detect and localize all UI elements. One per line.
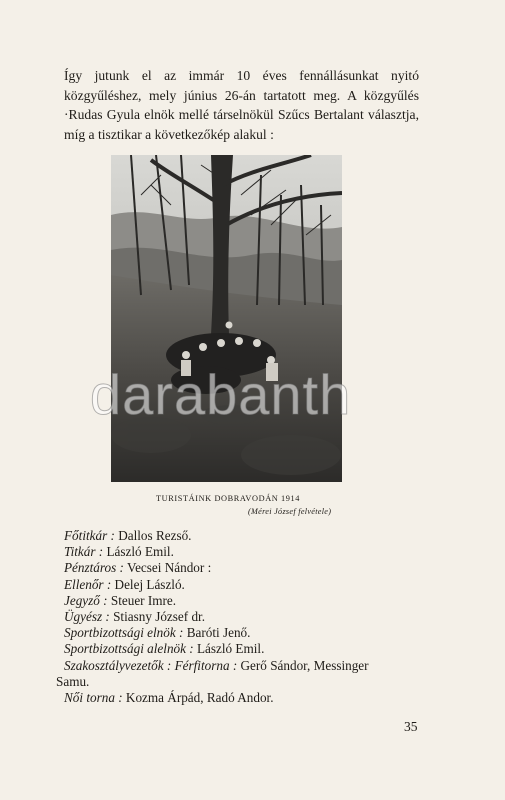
roster-role: Főtitkár :	[64, 528, 115, 543]
roster-names: Stiasny József dr.	[113, 609, 206, 625]
roster-row	[64, 609, 424, 625]
roster-role: Női torna :	[64, 690, 123, 706]
roster-row	[64, 544, 424, 560]
page-number: 35	[404, 719, 418, 734]
roster-role: Ügyész :	[64, 609, 110, 625]
roster-names: Gerő Sándor, Messinger	[240, 657, 369, 673]
photo-credit: (Mérei József felvétele)	[248, 507, 332, 516]
intro-paragraph: Így jutunk el az immár 10 éves fennállásunkat nyitó közgyűléshez, mely június 26-án tartatott meg. A közgyűlés ·Rudas Gyula elnök mellé társelnökül Szűcs Bertalant választja, míg a tisztikar a következőkép alakul :	[64, 68, 419, 142]
roster-role: Sportbizottsági elnök :	[64, 625, 184, 641]
roster-row	[64, 577, 424, 593]
historical-photo	[111, 155, 342, 482]
roster-names: László Emil.	[196, 641, 265, 657]
roster-names: Vecsei Nándor :	[127, 560, 212, 576]
roster-row	[64, 641, 424, 657]
roster-role: Jegyző :	[64, 592, 108, 608]
roster-role: Ellenőr :	[64, 576, 112, 592]
roster-role: Szakosztályvezetők :	[64, 657, 172, 673]
roster-role: Sportbizottsági alelnök :	[64, 641, 194, 657]
roster-sub-role: Férfitorna :	[174, 657, 238, 673]
roster-names: Delej László.	[114, 576, 185, 592]
roster-row	[64, 560, 424, 576]
roster-role: Pénztáros :	[64, 560, 124, 576]
roster-names-continuation: Samu.	[56, 673, 90, 689]
roster-role: Titkár :	[64, 544, 104, 560]
watermark: darabanth	[90, 363, 352, 426]
roster-row-continuation	[56, 674, 424, 690]
roster-names: Baróti Jenő.	[186, 625, 251, 641]
roster-row	[64, 690, 424, 706]
roster-row	[64, 658, 424, 674]
photo-image	[111, 155, 342, 482]
roster-row	[64, 625, 424, 641]
roster-names: László Emil.	[106, 544, 174, 560]
roster-row	[64, 528, 424, 544]
roster-names: Steuer Imre.	[110, 592, 177, 608]
photo-caption: TURISTÁINK DOBRAVODÁN 1914	[156, 494, 301, 503]
roster-names: Kozma Árpád, Radó Andor.	[125, 690, 274, 706]
roster-row	[64, 593, 424, 609]
roster-names: Dallos Rezső.	[118, 528, 192, 543]
officer-roster	[56, 528, 424, 706]
